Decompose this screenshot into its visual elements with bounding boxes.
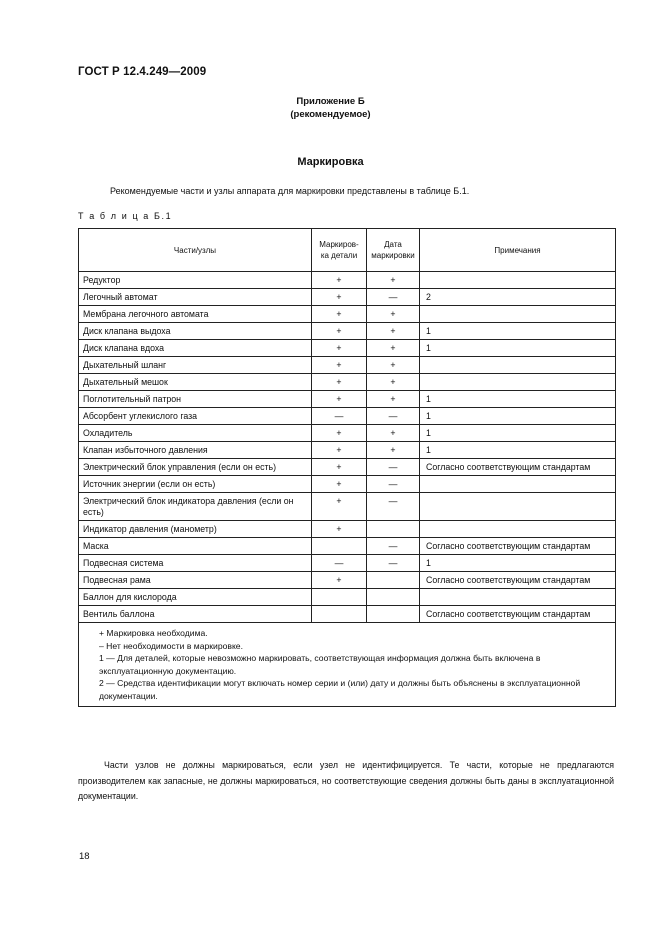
cell-part: Охладитель [79,425,312,442]
cell-marking [312,538,367,555]
cell-part: Редуктор [79,272,312,289]
table-row [79,493,616,521]
column-header-date: Дата маркировки [367,229,420,272]
cell-note [420,306,616,323]
cell-date [367,521,420,538]
cell-date: — [367,555,420,572]
cell-part: Электрический блок индикатора давления (если он есть) [79,493,312,521]
cell-part: Легочный автомат [79,289,312,306]
cell-date: + [367,425,420,442]
annex-subtitle: (рекомендуемое) [290,109,371,120]
cell-marking [312,606,367,623]
cell-date [367,589,420,606]
table-row [79,272,616,289]
cell-marking: + [312,340,367,357]
cell-date: + [367,340,420,357]
cell-note: 1 [420,555,616,572]
cell-note [420,493,616,521]
parts-marking-table [78,228,616,707]
cell-date: — [367,459,420,476]
cell-part: Вентиль баллона [79,606,312,623]
cell-note: Согласно соответствующим стандартам [420,606,616,623]
table-caption: Т а б л и ц а Б.1 [78,211,173,221]
cell-marking: + [312,374,367,391]
table-row [79,606,616,623]
cell-date: — [367,493,420,521]
cell-marking: + [312,357,367,374]
cell-note: 1 [420,340,616,357]
cell-note: Согласно соответствующим стандартам [420,538,616,555]
table-row [79,391,616,408]
cell-marking: + [312,391,367,408]
cell-part: Подвесная система [79,555,312,572]
cell-date: + [367,442,420,459]
document-header: ГОСТ Р 12.4.249—2009 [78,66,207,78]
cell-note [420,374,616,391]
table-row [79,589,616,606]
table-notes [79,623,616,707]
footer-paragraph: Части узлов не должны маркироваться, если узел не идентифицируется. Те части, которые не предлагаются производителем как запасные, не должны маркироваться, но соответствующие сведения должны быть даны в эксплуатационной документации. [78,760,614,801]
cell-marking: + [312,476,367,493]
column-header-marking: Маркиров-ка детали [312,229,367,272]
cell-part: Источник энергии (если он есть) [79,476,312,493]
cell-date: + [367,323,420,340]
cell-part: Мембрана легочного автомата [79,306,312,323]
cell-marking: + [312,521,367,538]
cell-marking: + [312,306,367,323]
cell-date: — [367,408,420,425]
cell-note: Согласно соответствующим стандартам [420,572,616,589]
cell-part: Диск клапана выдоха [79,323,312,340]
cell-marking: + [312,572,367,589]
cell-marking: + [312,425,367,442]
cell-note [420,589,616,606]
cell-part: Диск клапана вдоха [79,340,312,357]
cell-date: + [367,374,420,391]
table-row [79,425,616,442]
table-row [79,340,616,357]
cell-date: + [367,391,420,408]
cell-date: + [367,306,420,323]
table-notes-row [79,623,616,707]
annex-heading [0,95,661,121]
table-row [79,323,616,340]
cell-marking: + [312,493,367,521]
table-row [79,572,616,589]
cell-marking [312,589,367,606]
cell-part: Дыхательный шланг [79,357,312,374]
note-1: 1 — Для деталей, которые невозможно маркировать, соответствующая информация должна быть включена в эксплуатационную документацию. [99,653,541,676]
cell-marking: — [312,408,367,425]
cell-marking: + [312,272,367,289]
cell-part: Баллон для кислорода [79,589,312,606]
cell-part: Подвесная рама [79,572,312,589]
cell-part: Маска [79,538,312,555]
cell-note: 1 [420,391,616,408]
note-plus: + Маркировка необходима. [99,628,208,638]
cell-part: Абсорбент углекислого газа [79,408,312,425]
cell-note [420,357,616,374]
table-row [79,521,616,538]
cell-date: — [367,476,420,493]
cell-date: + [367,272,420,289]
table-body [79,272,616,623]
cell-marking: + [312,289,367,306]
cell-part: Клапан избыточного давления [79,442,312,459]
table-row [79,538,616,555]
cell-note: 1 [420,408,616,425]
column-header-part: Части/узлы [79,229,312,272]
cell-date: + [367,357,420,374]
column-header-notes: Примечания [420,229,616,272]
cell-marking: + [312,459,367,476]
cell-note [420,272,616,289]
cell-note: Согласно соответствующим стандартам [420,459,616,476]
cell-note: 1 [420,425,616,442]
cell-date: — [367,289,420,306]
table-row [79,476,616,493]
cell-part: Поглотительный патрон [79,391,312,408]
table-row [79,555,616,572]
cell-note [420,521,616,538]
cell-marking: + [312,323,367,340]
intro-paragraph: Рекомендуемые части и узлы аппарата для маркировки представлены в таблице Б.1. [110,186,470,196]
cell-date [367,606,420,623]
table-row [79,357,616,374]
table-row [79,374,616,391]
cell-note [420,476,616,493]
note-minus: – Нет необходимости в маркировке. [99,640,243,651]
note-2: 2 — Средства идентификации могут включать номер серии и (или) дату и должны быть объяснены в эксплуатационной документации. [99,678,581,701]
annex-title: Приложение Б [296,96,365,107]
table-row [79,442,616,459]
table-row [79,459,616,476]
table-row [79,306,616,323]
table-header-row [79,229,616,272]
page-number: 18 [79,851,90,862]
cell-part: Дыхательный мешок [79,374,312,391]
cell-date [367,572,420,589]
table-row [79,289,616,306]
cell-marking: — [312,555,367,572]
cell-marking: + [312,442,367,459]
cell-part: Индикатор давления (манометр) [79,521,312,538]
table-row [79,408,616,425]
cell-note: 2 [420,289,616,306]
section-title: Маркировка [297,156,364,168]
cell-date: — [367,538,420,555]
cell-part: Электрический блок управления (если он есть) [79,459,312,476]
cell-note: 1 [420,323,616,340]
cell-note: 1 [420,442,616,459]
